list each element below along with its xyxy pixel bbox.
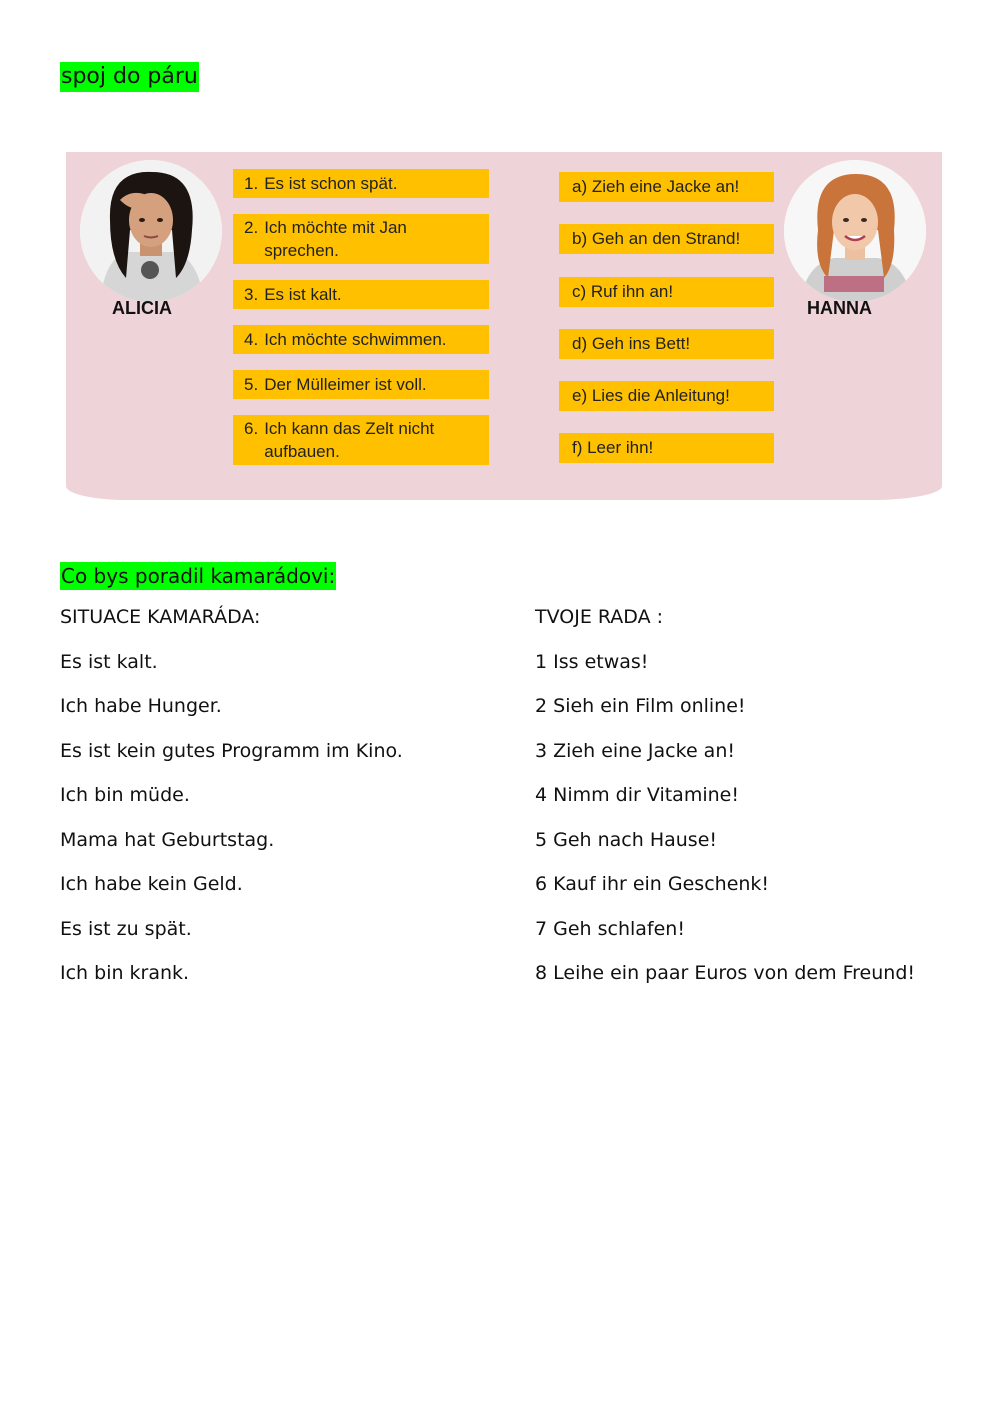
answer-card[interactable]: c) Ruf ihn an! — [559, 277, 774, 307]
avatar-alicia — [80, 160, 222, 302]
answer-card[interactable]: d) Geh ins Bett! — [559, 329, 774, 359]
answer-card[interactable]: b) Geh an den Strand! — [559, 224, 774, 254]
answer-card[interactable]: f) Leer ihn! — [559, 433, 774, 463]
list-item: Es ist kein gutes Programm im Kino. — [60, 739, 403, 762]
situation-header: SITUACE KAMARÁDA: — [60, 606, 261, 628]
statement-text: Ich möchte mit Jan sprechen. — [264, 218, 407, 260]
name-alicia: ALICIA — [112, 298, 172, 318]
statement-number: 6. — [244, 419, 259, 438]
answer-card[interactable]: e) Lies die Anleitung! — [559, 381, 774, 411]
list-item: 2 Sieh ein Film online! — [535, 695, 746, 717]
statement-number: 4. — [244, 329, 259, 349]
statement-card[interactable] — [233, 214, 489, 264]
list-item: 4 Nimm dir Vitamine! — [535, 784, 739, 806]
situation-column — [60, 606, 403, 1007]
statement-number: 1. — [244, 173, 259, 193]
list-item: 5 Geh nach Hause! — [535, 828, 718, 851]
statement-card[interactable] — [233, 325, 489, 354]
list-item: Es ist kalt. — [60, 650, 158, 673]
statement-card[interactable] — [233, 169, 489, 198]
statement-card[interactable] — [233, 370, 489, 399]
list-item: Ich bin krank. — [60, 962, 190, 984]
list-item: Ich habe Hunger. — [60, 695, 222, 717]
section-title-match: spoj do páru — [60, 62, 199, 92]
statement-text: Ich kann das Zelt nicht aufbauen. — [264, 419, 435, 461]
alicia-photo-icon — [80, 160, 222, 302]
list-item: Ich habe kein Geld. — [60, 873, 243, 895]
list-item: 6 Kauf ihr ein Geschenk! — [535, 873, 770, 895]
statement-number: 5. — [244, 374, 259, 394]
matching-panel — [66, 152, 942, 500]
name-hanna: HANNA — [807, 298, 872, 318]
statement-text: Es ist kalt. — [264, 285, 342, 304]
avatar-hanna — [784, 160, 926, 302]
list-item: 8 Leihe ein paar Euros von dem Freund! — [535, 962, 916, 984]
list-item: 7 Geh schlafen! — [535, 917, 685, 940]
statement-card[interactable] — [233, 415, 489, 465]
list-item: Mama hat Geburtstag. — [60, 828, 275, 851]
statement-text: Es ist schon spät. — [264, 174, 398, 193]
statement-text: Ich möchte schwimmen. — [264, 330, 447, 349]
answer-card[interactable]: a) Zieh eine Jacke an! — [559, 172, 774, 202]
section-title-advice: Co bys poradil kamarádovi: — [61, 564, 336, 588]
list-item: Es ist zu spät. — [60, 917, 192, 940]
list-item: 3 Zieh eine Jacke an! — [535, 739, 735, 762]
advice-header: TVOJE RADA : — [535, 606, 664, 628]
hanna-photo-icon — [784, 160, 926, 302]
statement-text: Der Mülleimer ist voll. — [264, 375, 427, 394]
list-item: Ich bin müde. — [60, 784, 190, 806]
list-item: 1 Iss etwas! — [535, 650, 649, 673]
statement-number: 2. — [244, 218, 259, 237]
statement-number: 3. — [244, 284, 259, 304]
advice-column — [535, 606, 915, 1007]
statement-card[interactable] — [233, 280, 489, 309]
